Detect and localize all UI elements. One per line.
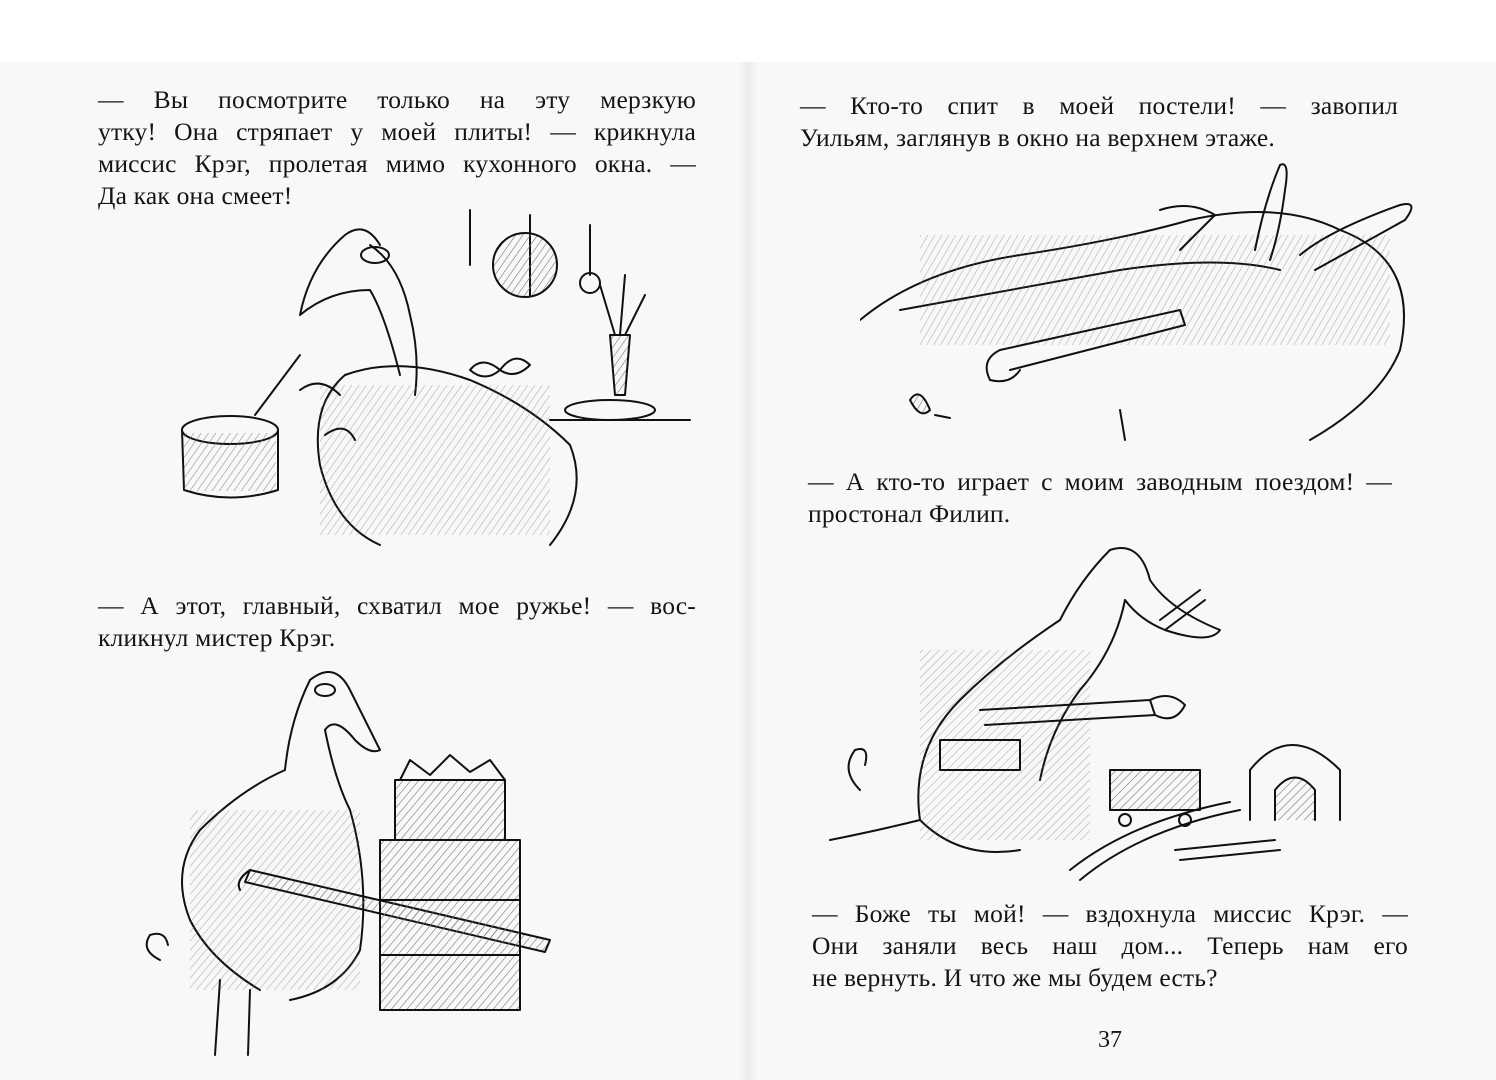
text-line: — Боже ты мой! — вздохнула миссис Крэг. — [812,899,1408,928]
text-line: Уильям, заглянув в окно на верхнем этаже. [800,123,1275,152]
text-line: не вернуть. И что же мы будем есть? [812,963,1218,992]
page-number: 37 [1098,1027,1122,1053]
text-line: Да как она смеет! [98,181,293,210]
text-line: простонал Филип. [808,499,1011,528]
right-paragraph-1 [800,90,1398,154]
right-paragraph-2 [808,466,1392,530]
left-paragraph-1 [98,84,696,212]
text-line: Они заняли весь наш дом... Теперь нам его [812,931,1408,960]
text-line: миссис Крэг, пролетая мимо кухонного окна. — [98,149,696,178]
duck-with-gun-illustration [120,660,560,1060]
right-paragraph-3 [812,898,1408,994]
text-line: — А этот, главный, схватил мое ружье! — вос- [98,591,696,620]
text-line: — А кто-то играет с моим заводным поездом! — [808,467,1392,496]
book-gutter [738,62,758,1080]
duck-with-train-illustration [820,540,1400,890]
duck-cooking-illustration [170,205,700,555]
top-margin [0,0,1496,62]
text-line: утку! Она стряпает у моей плиты! — крикнула [98,117,696,146]
left-paragraph-2 [98,590,696,654]
text-line: кликнул мистер Крэг. [98,623,336,652]
text-line: — Кто-то спит в моей постели! — завопил [800,91,1398,120]
text-line: — Вы посмотрите только на эту мерзкую [98,85,696,114]
duck-in-bed-illustration [860,160,1440,450]
